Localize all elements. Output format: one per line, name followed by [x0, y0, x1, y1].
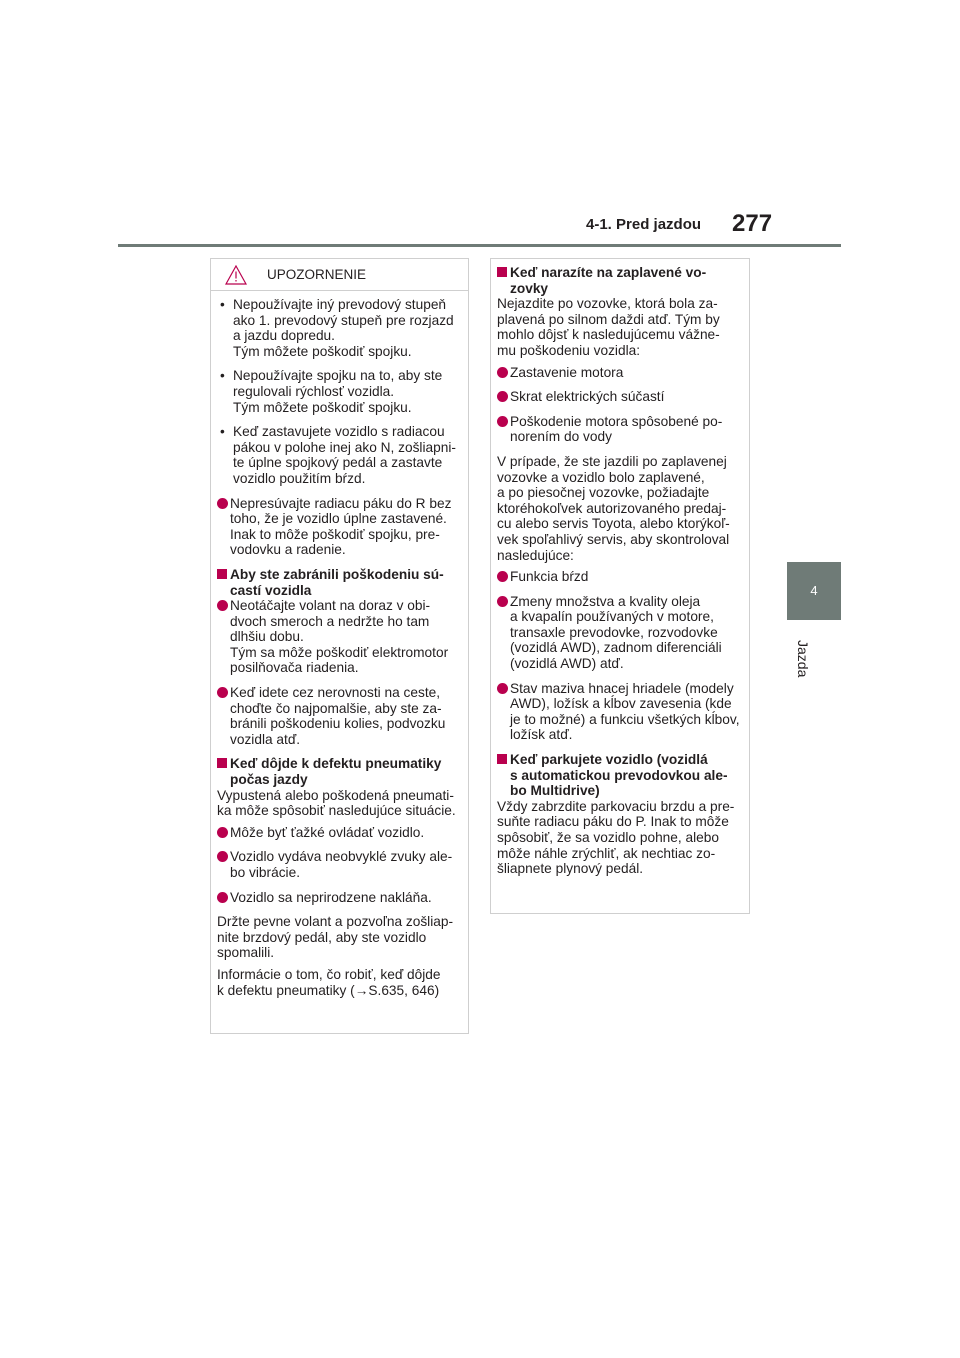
paragraph: Vypustená alebo poškodená pneumati- ka môže spôsobiť nasledujúce situácie. — [217, 787, 456, 819]
bullet-dot-icon — [497, 416, 508, 427]
list-item: Zastavenie motora — [497, 365, 744, 381]
bullet-dot-icon — [217, 687, 228, 698]
section-title: 4-1. Pred jazdou — [586, 216, 702, 233]
page-number: 277 — [732, 210, 773, 237]
bullet-dot-icon — [497, 391, 508, 402]
paragraph: Držte pevne volant a pozvoľna zošliap- nite brzdový pedál, aby ste vozidlo spomalili. — [217, 914, 454, 961]
list-item: Stav maziva hnacej hriadele (modely AWD), ložísk a kĺbov zavesenia (kde je to možné) a funkciu všetkých kĺbov, ložísk atď. — [497, 681, 744, 743]
bullet-dot-icon — [497, 571, 508, 582]
square-bullet-icon — [497, 754, 507, 764]
paragraph: V prípade, že ste jazdili po zaplavenej vozovke a vozidlo bolo zaplavené, a po piesočnej vozovke, požiadajte ktoréhokoľvek autorizovaného predaj- cu alebo servis Toyota, alebo ktorýkoľ- vek spoľahlivý servis, aby skontroloval nasledujúce: — [497, 453, 730, 563]
bullet-dot-icon — [497, 367, 508, 378]
list-item: Skrat elektrických súčastí — [497, 389, 744, 405]
bullet-dot-icon — [217, 827, 228, 838]
bullet-dot-icon — [217, 600, 228, 611]
list-item: Neotáčajte volant na doraz v obi- dvoch smeroch a nedržte ho tam dlhšiu dobu. Tým sa môže poškodiť elektromotor posilňovača riadenia. — [217, 598, 463, 676]
caution-box — [210, 258, 469, 1034]
bullet-dot-icon — [497, 596, 508, 607]
list-item: Poškodenie motora spôsobené po- norením do vody — [497, 414, 744, 445]
caution-header — [211, 259, 468, 291]
section-heading: Keď narazíte na zaplavené vo- zovky — [497, 265, 744, 296]
paragraph: Nejazdite po vozovke, ktorá bola za- plavená po silnom daždi atď. Tým by mohlo dôjsť k nasledujúcemu vážne- mu poškodeniu vozidla: — [497, 296, 720, 358]
bullet-dot-icon — [217, 851, 228, 862]
list-item: • Nepoužívajte spojku na to, aby ste regulovali rýchlosť vozidla. Tým môžete poškodiť spojku. — [220, 368, 443, 415]
warning-triangle-icon — [225, 265, 247, 285]
list-item: Nepresúvajte radiacu páku do R bez toho, že je vozidlo úplne zastavené. Inak to môže poškodiť spojku, pre- vodovku a radenie. — [217, 496, 463, 558]
content-box — [490, 258, 750, 914]
list-item: Vozidlo sa neprirodzene nakláňa. — [217, 890, 463, 906]
square-bullet-icon — [217, 569, 227, 579]
section-heading: Keď parkujete vozidlo (vozidlá s automatickou prevodovkou ale- bo Multidrive) — [497, 752, 744, 799]
list-item: Funkcia bŕzd — [497, 569, 744, 585]
list-item: Keď idete cez nerovnosti na ceste, choďte čo najpomalšie, aby ste za- bránili poškodeniu kolies, podvozku vozidla atď. — [217, 685, 463, 747]
list-item: Môže byť ťažké ovládať vozidlo. — [217, 825, 463, 841]
list-item: • Keď zastavujete vozidlo s radiacou pákou v polohe inej ako N, zošliapni- te úplne spojkový pedál a zastavte vozidlo použitím bŕzd. — [220, 424, 456, 486]
list-item: Vozidlo vydáva neobvyklé zvuky ale- bo vibrácie. — [217, 849, 463, 880]
list-item: Zmeny množstva a kvality oleja a kvapalín používaných v motore, transaxle prevodovke, rozvodovke (vozidlá AWD), zadnom diferenciáli (vozidlá AWD) atď. — [497, 594, 744, 672]
section-heading: Aby ste zabránili poškodeniu sú- castí vozidla — [217, 567, 463, 598]
square-bullet-icon — [217, 758, 227, 768]
bullet-dot-icon — [217, 498, 228, 509]
paragraph: Vždy zabrzdite parkovaciu brzdu a pre- suňte radiacu páku do P. Inak to môže spôsobiť, že sa vozidlo pohne, alebo môže náhle zrýchliť, ak nechtiac zo- šliapnete plynový pedál. — [497, 798, 735, 877]
section-heading: Keď dôjde k defektu pneumatiky počas jazdy — [217, 756, 463, 787]
header-rule — [118, 244, 841, 247]
square-bullet-icon — [497, 267, 507, 277]
paragraph: Informácie o tom, čo robiť, keď dôjde k defektu pneumatiky (→S.635, 646) — [217, 966, 441, 998]
caution-title: UPOZORNENIE — [267, 266, 367, 282]
chapter-label: Jazda — [795, 640, 811, 678]
bullet-dot-icon — [217, 892, 228, 903]
list-item: • Nepoužívajte iný prevodový stupeň ako 1. prevodový stupeň pre rozjazd a jazdu dopredu. Tým môžete poškodiť spojku. — [220, 297, 454, 359]
chapter-tab[interactable]: 4 — [787, 562, 841, 620]
bullet-dot-icon — [497, 683, 508, 694]
